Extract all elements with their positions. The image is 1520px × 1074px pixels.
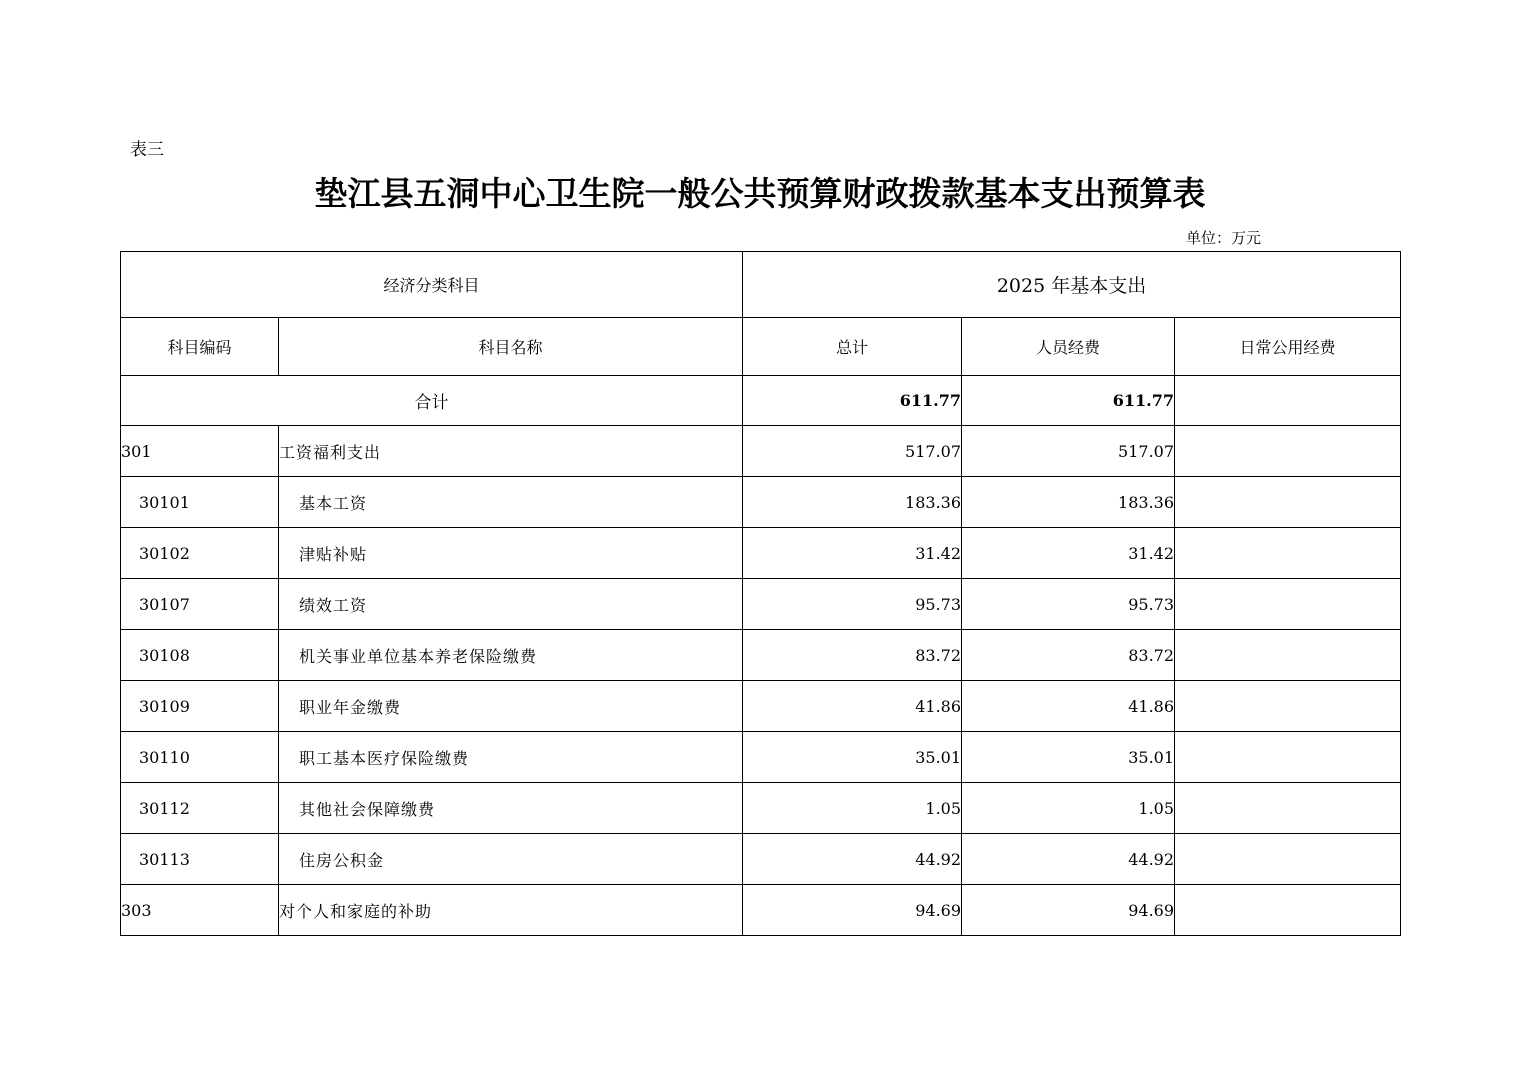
header-total: 总计 xyxy=(743,318,962,376)
row-total: 41.86 xyxy=(743,681,962,732)
row-public xyxy=(1175,426,1401,477)
table-row xyxy=(121,834,1401,885)
row-total: 517.07 xyxy=(743,426,962,477)
row-total: 83.72 xyxy=(743,630,962,681)
row-code: 30102 xyxy=(121,528,279,579)
row-public xyxy=(1175,477,1401,528)
unit-label: 单位：万元 xyxy=(1186,229,1262,247)
row-total: 95.73 xyxy=(743,579,962,630)
row-name: 住房公积金 xyxy=(279,834,743,885)
row-code: 30101 xyxy=(121,477,279,528)
row-public xyxy=(1175,783,1401,834)
header-row-columns xyxy=(121,318,1401,376)
row-personnel: 95.73 xyxy=(962,579,1175,630)
header-public: 日常公用经费 xyxy=(1175,318,1401,376)
row-personnel: 83.72 xyxy=(962,630,1175,681)
total-public xyxy=(1175,376,1401,426)
row-code: 30107 xyxy=(121,579,279,630)
row-total: 35.01 xyxy=(743,732,962,783)
row-code: 30113 xyxy=(121,834,279,885)
row-public xyxy=(1175,681,1401,732)
header-personnel: 人员经费 xyxy=(962,318,1175,376)
header-year-group: 2025 年基本支出 xyxy=(743,252,1401,318)
table-row xyxy=(121,579,1401,630)
header-name: 科目名称 xyxy=(279,318,743,376)
table-row xyxy=(121,783,1401,834)
row-name: 基本工资 xyxy=(279,477,743,528)
row-name: 对个人和家庭的补助 xyxy=(279,885,743,936)
row-name: 津贴补贴 xyxy=(279,528,743,579)
total-row xyxy=(121,376,1401,426)
row-public xyxy=(1175,885,1401,936)
table-row xyxy=(121,732,1401,783)
table-row xyxy=(121,885,1401,936)
table-row xyxy=(121,528,1401,579)
row-personnel: 1.05 xyxy=(962,783,1175,834)
table-row xyxy=(121,630,1401,681)
row-code: 30112 xyxy=(121,783,279,834)
total-amount: 611.77 xyxy=(743,376,962,426)
row-public xyxy=(1175,528,1401,579)
row-personnel: 44.92 xyxy=(962,834,1175,885)
row-personnel: 41.86 xyxy=(962,681,1175,732)
document-title: 垫江县五洞中心卫生院一般公共预算财政拨款基本支出预算表 xyxy=(314,174,1206,213)
row-personnel: 183.36 xyxy=(962,477,1175,528)
row-total: 1.05 xyxy=(743,783,962,834)
row-code: 303 xyxy=(121,885,279,936)
header-code: 科目编码 xyxy=(121,318,279,376)
row-public xyxy=(1175,834,1401,885)
row-total: 44.92 xyxy=(743,834,962,885)
row-personnel: 517.07 xyxy=(962,426,1175,477)
row-name: 职工基本医疗保险缴费 xyxy=(279,732,743,783)
budget-table xyxy=(120,251,1401,936)
table-row xyxy=(121,681,1401,732)
total-label: 合计 xyxy=(121,376,743,426)
row-total: 31.42 xyxy=(743,528,962,579)
row-total: 183.36 xyxy=(743,477,962,528)
table-row xyxy=(121,477,1401,528)
row-personnel: 94.69 xyxy=(962,885,1175,936)
row-code: 30110 xyxy=(121,732,279,783)
row-code: 30109 xyxy=(121,681,279,732)
row-name: 绩效工资 xyxy=(279,579,743,630)
row-name: 其他社会保障缴费 xyxy=(279,783,743,834)
table-row xyxy=(121,426,1401,477)
header-row-group xyxy=(121,252,1401,318)
row-name: 机关事业单位基本养老保险缴费 xyxy=(279,630,743,681)
row-public xyxy=(1175,630,1401,681)
row-name: 职业年金缴费 xyxy=(279,681,743,732)
total-personnel: 611.77 xyxy=(962,376,1175,426)
row-personnel: 35.01 xyxy=(962,732,1175,783)
row-personnel: 31.42 xyxy=(962,528,1175,579)
row-code: 301 xyxy=(121,426,279,477)
header-economic-category: 经济分类科目 xyxy=(121,252,743,318)
row-total: 94.69 xyxy=(743,885,962,936)
row-name: 工资福利支出 xyxy=(279,426,743,477)
row-public xyxy=(1175,732,1401,783)
table-number: 表三 xyxy=(130,140,164,160)
row-code: 30108 xyxy=(121,630,279,681)
row-public xyxy=(1175,579,1401,630)
